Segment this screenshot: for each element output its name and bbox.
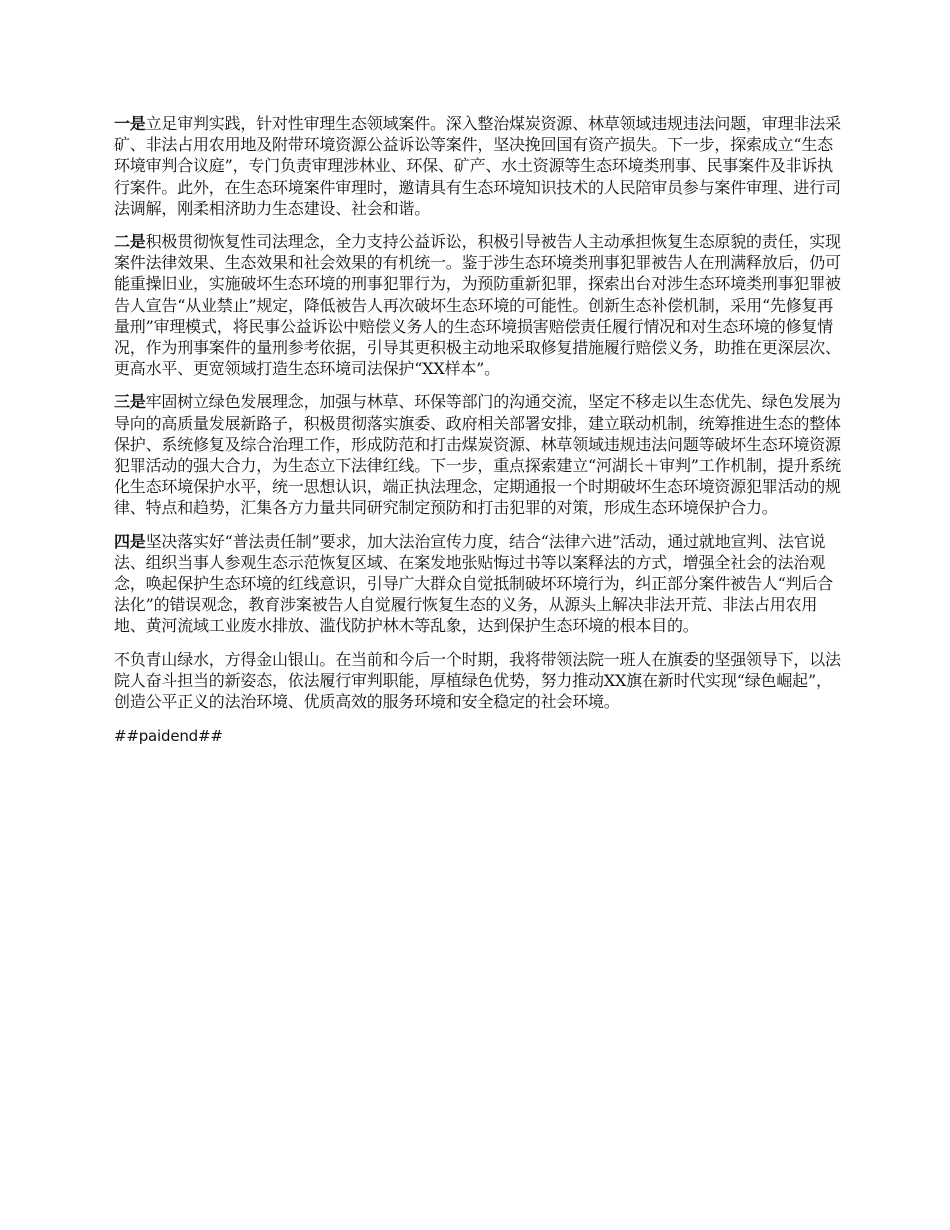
paragraph-1-lead: 一是 (114, 114, 146, 133)
paragraph-1-text: 立足审判实践，针对性审理生态领域案件。深入整治煤炭资源、林草领域违规违法问题，审理非法采矿、非法占用农用地及附带环境资源公益诉讼等案件，坚决挽回国有资产损失。下一步，探索成立“生态环境审判合议庭”，专门负责审理涉林业、环保、矿产、水土资源等生态环境类刑事、民事案件及非诉执行案件。此外，在生态环境案件审理时，邀请具有生态环境知识技术的人民陪审员参与案件审理、进行司法调解，刚柔相济助力生态建设、社会和谐。 (114, 114, 841, 218)
paragraph-4 (114, 531, 844, 637)
paragraph-4-text: 坚决落实好“普法责任制”要求，加大法治宣传力度，结合“法律六进”活动，通过就地宣判、法官说法、组织当事人参观生态示范恢复区域、在案发地张贴悔过书等以案释法的方式，增强全社会的法治观念，唤起保护生态环境的红线意识，引导广大群众自觉抵制破坏环境行为，纠正部分案件被告人“判后合法化”的错误观念，教育涉案被告人自觉履行恢复生态的义务，从源头上解决非法开荒、非法占用农用地、黄河流域工业废水排放、滥伐防护林木等乱象，达到保护生态环境的根本目的。 (114, 531, 833, 636)
paragraph-3-lead: 三是 (114, 392, 146, 412)
paragraph-1 (114, 113, 844, 219)
paragraph-2 (114, 231, 844, 379)
paragraph-3-text: 牢固树立绿色发展理念，加强与林草、环保等部门的沟通交流，坚定不移走以生态优先、绿色发展为导向的高质量发展新路子，积极贯彻落实旗委、政府相关部署安排，建立联动机制，统筹推进生态的整体保护、系统修复及综合治理工作，形成防范和打击煤炭资源、林草领域违规违法问题等破坏生态环境资源犯罪活动的强大合力，为生态立下法律红线。下一步，重点探索建立“河湖长＋审判”工作机制，提升系统化生态环境保护水平，统一思想认识，端正执法理念，定期通报一个时期破坏生态环境资源犯罪活动的规律、特点和趋势，汇集各方力量共同研究制定预防和打击犯罪的对策，形成生态环境保护合力。 (114, 392, 841, 518)
paragraph-2-lead: 二是 (114, 232, 146, 252)
paragraph-4-lead: 四是 (114, 531, 146, 551)
end-marker: ##paidend## (114, 727, 223, 746)
paragraph-2-text: 积极贯彻恢复性司法理念，全力支持公益诉讼，积极引导被告人主动承担恢复生态原貌的责任，实现案件法律效果、生态效果和社会效果的有机统一。鉴于涉生态环境类刑事犯罪被告人在刑满释放后，仍可能重操旧业，实施破坏生态环境的刑事犯罪行为，为预防重新犯罪，探索出台对涉生态环境类刑事犯罪被告人宣告“从业禁止”规定，降低被告人再次破坏生态环境的可能性。创新生态补偿机制，采用“先修复再量刑”审理模式，将民事公益诉讼中赔偿义务人的生态环境损害赔偿责任履行情况和对生态环境的修复情况，作为刑事案件的量刑参考依据，引导其更积极主动地采取修复措施履行赔偿义务，助推在更深层次、更高水平、更宽领域打造生态环境司法保护“XX样本”。 (114, 232, 841, 379)
paragraph-3 (114, 391, 844, 518)
document-body (114, 113, 844, 759)
closing-paragraph: 不负青山绿水，方得金山银山。在当前和今后一个时期，我将带领法院一班人在旗委的坚强领导下，以法院人奋斗担当的新姿态，依法履行审判职能，厚植绿色优势，努力推动XX旗在新时代实现“绿色崛起”，创造公平正义的法治环境、优质高效的服务环境和安全稳定的社会环境。 (114, 649, 841, 712)
